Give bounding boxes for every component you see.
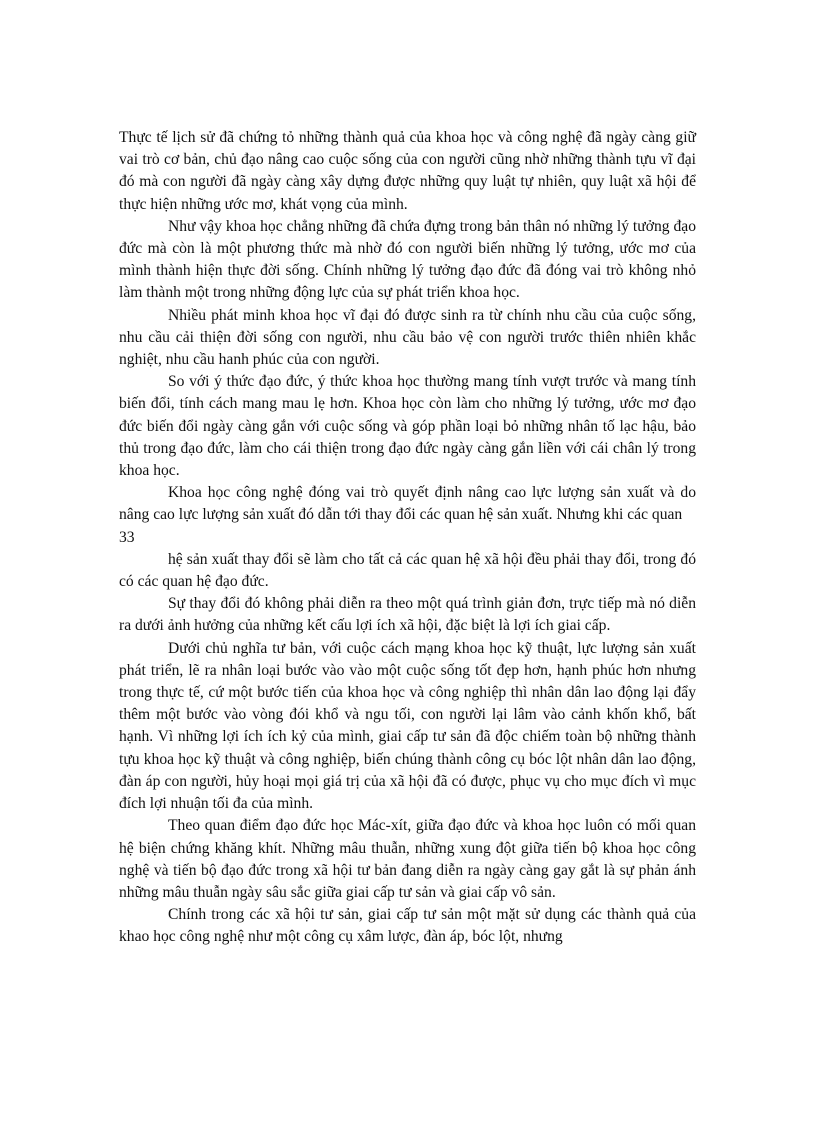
paragraph: Dưới chủ nghĩa tư bản, với cuộc cách mạng khoa học kỹ thuật, lực lượng sản xuất phát triển, lẽ ra nhân loại bước vào vào một cuộc sống tốt đẹp hơn, hạnh phúc hơn nhưng trong thực tế, cứ một bước tiến của khoa học và công nghiệp thì nhân dân lao động lại đẩy thêm một bước vào vòng đói khổ và ngu tối, con người lại lâm vào cảnh khốn khổ, bất hạnh. Vì những lợi ích ích kỷ của mình, giai cấp tư sản đã độc chiếm toàn bộ những thành tựu khoa học kỹ thuật và công nghiệp, biến chúng thành công cụ bóc lột nhân dân lao động, đàn áp con người, hủy hoại mọi giá trị của xã hội đã có được, phục vụ cho mục đích vì mục đích lợi nhuận tối đa của mình. — [119, 639, 696, 813]
paragraph: Khoa học công nghệ đóng vai trò quyết định nâng cao lực lượng sản xuất và do nâng cao lực lượng sản xuất đó dẫn tới thay đổi các quan hệ sản xuất. Nhưng khi các quan — [119, 484, 696, 524]
paragraph: Thực tế lịch sử đã chứng tỏ những thành quả của khoa học và công nghệ đã ngày càng giữ vai trò cơ bản, chủ đạo nâng cao cuộc sống của con người cũng nhờ những thành tựu vĩ đại đó mà con người đã ngày càng xây dựng được những quy luật tự nhiên, quy luật xã hội để thực hiện những ước mơ, khát vọng của mình. — [119, 129, 696, 213]
paragraph: Nhiều phát minh khoa học vĩ đại đó được sinh ra từ chính nhu cầu của cuộc sống, nhu cầu cải thiện đời sống con người, nhu cầu bảo vệ con người trước thiên nhiên khắc nghiệt, nhu cầu hanh phúc của con người. — [119, 306, 696, 369]
paragraph: Như vậy khoa học chẳng những đã chứa đựng trong bản thân nó những lý tưởng đạo đức mà còn là một phương thức mà nhờ đó con người biến những lý tưởng, ước mơ của mình thành hiện thực đời sống. Chính những lý tưởng đạo đức đã đóng vai trò không nhỏ làm thành một trong những động lực của sự phát triển khoa học. — [119, 217, 696, 302]
paragraph: So với ý thức đạo đức, ý thức khoa học thường mang tính vượt trước và mang tính biến đổi, tính cách mang mau lẹ hơn. Khoa học còn làm cho những lý tưởng, ước mơ đạo đức biến đổi ngày càng gắn với cuộc sống và góp phần loại bỏ những nhân tố lạc hậu, bảo thủ trong đạo đức, làm cho cái thiện trong đạo đức ngày càng gắn liền với cái chân lý trong khoa học. — [119, 373, 696, 480]
paragraph: Chính trong các xã hội tư sản, giai cấp tư sản một mặt sử dụng các thành quả của khao học công nghệ như một công cụ xâm lược, đàn áp, bóc lột, nhưng — [119, 906, 696, 946]
paragraph: hệ sản xuất thay đổi sẽ làm cho tất cả các quan hệ xã hội đều phải thay đổi, trong đó có các quan hệ đạo đức. — [119, 550, 696, 591]
paragraph: Theo quan điểm đạo đức học Mác-xít, giữa đạo đức và khoa học luôn có mối quan hệ biện chứng khăng khít. Những mâu thuẫn, những xung đột giữa tiến bộ khoa học công nghệ và tiến bộ đạo đức trong xã hội tư bản đang diễn ra ngày càng gay gắt là sự phản ánh những mâu thuẫn ngày sâu sắc giữa giai cấp tư sản và giai cấp vô sản. — [119, 817, 696, 901]
page-number: 33 — [119, 528, 135, 546]
paragraph: Sự thay đổi đó không phải diễn ra theo một quá trình giản đơn, trực tiếp mà nó diễn ra dưới ảnh hưởng của những kết cấu lợi ích xã hội, đặc biệt là lợi ích giai cấp. — [119, 595, 696, 635]
document-page — [119, 127, 696, 949]
